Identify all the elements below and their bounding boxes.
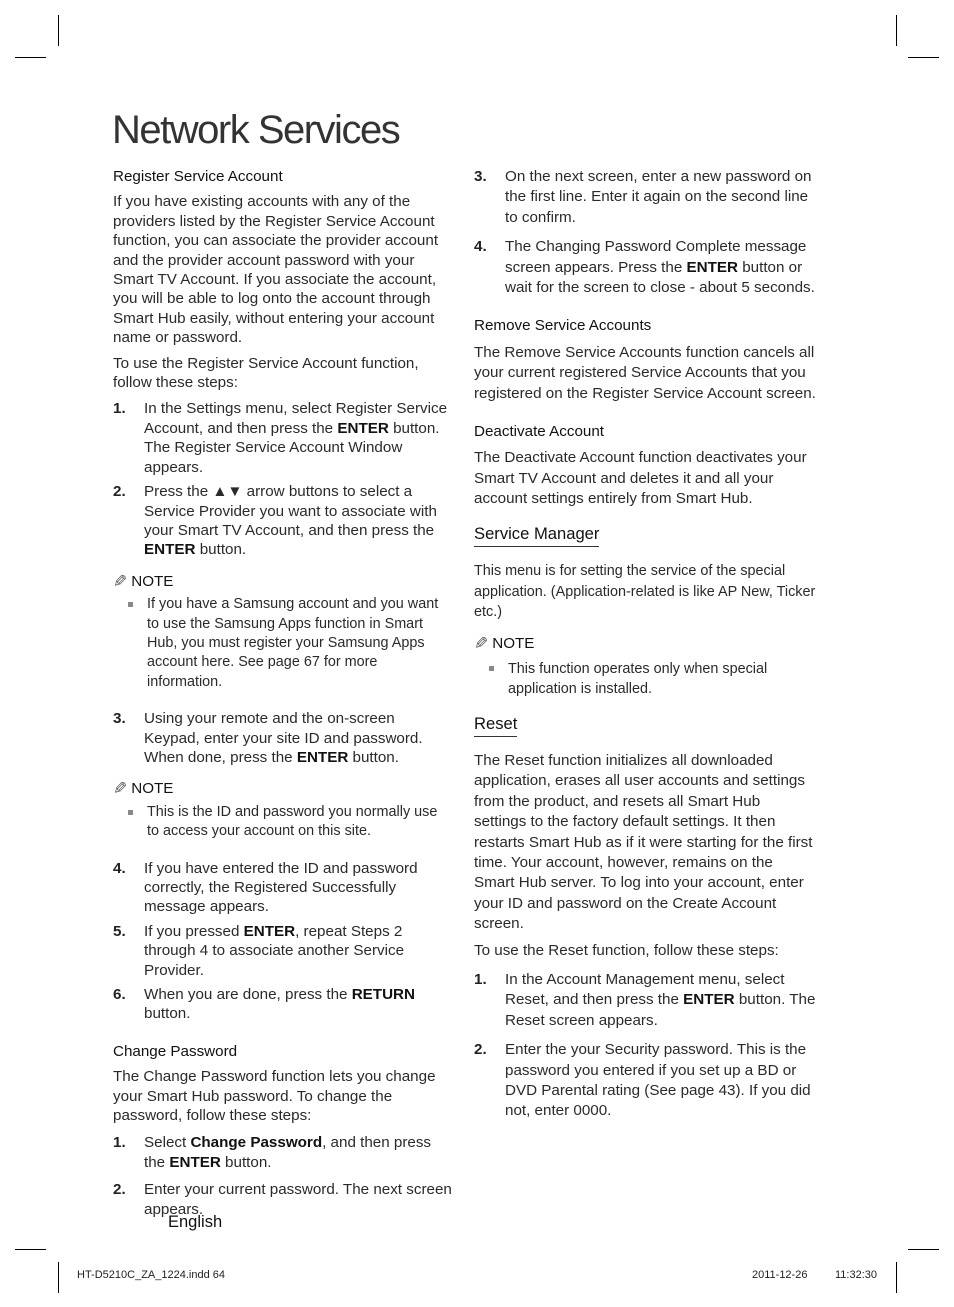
register-step-6 — [113, 985, 453, 1024]
note-header — [474, 634, 816, 654]
service-manager-section — [474, 524, 816, 561]
step-number: 4. — [474, 238, 487, 256]
note-label: NOTE — [492, 635, 535, 653]
crop-mark — [15, 1249, 46, 1250]
step-number: 2. — [113, 1181, 126, 1199]
square-bullet-icon — [128, 810, 133, 815]
reset-step-2 — [474, 1040, 816, 1122]
step-number: 4. — [113, 859, 126, 877]
return-keyword: RETURN — [351, 986, 415, 1004]
slug-date: 2011-12-26 — [752, 1269, 808, 1281]
step-text: Enter your current password. The next screen appears. — [144, 1181, 452, 1218]
note-text: This function operates only when special application is installed. — [508, 660, 768, 698]
change-password-heading: Change Password — [113, 1042, 238, 1060]
pencil-icon: ✎ — [113, 571, 128, 591]
step-text: When you are done, press the — [144, 986, 352, 1004]
step-number: 3. — [113, 710, 126, 728]
step-text: On the next screen, enter a new password on the first line. Enter it again on the second line to confirm. — [505, 168, 812, 226]
service-manager-heading: Service Manager — [474, 524, 599, 547]
step-text: button. The Reset screen appears. — [505, 991, 816, 1029]
note-header — [113, 572, 453, 591]
note-block — [113, 779, 453, 841]
enter-keyword: ENTER — [683, 991, 735, 1009]
left-column — [113, 167, 453, 1224]
step-number: 1. — [113, 1134, 126, 1152]
register-use: To use the Register Service Account function, follow these steps: — [113, 354, 419, 392]
note-text: If you have a Samsung account and you want to use the Samsung Apps function in Smart Hub, you must register your Samsung Apps account here. See page 67 for more information. — [147, 596, 439, 690]
square-bullet-icon — [128, 602, 133, 607]
note-block — [113, 572, 453, 692]
reset-text: The Reset function initializes all downloaded application, erases all user accounts and settings from the product, and resets all Smart Hub settings to the factory default settings. It then restarts Smart Hub as if it were starting for the first time. Your account, however, remains on the Smart Hub server. To log into your account, enter your ID and password on the Create Account screen. — [474, 751, 813, 933]
register-step-4 — [113, 859, 453, 917]
deactivate-text: The Deactivate Account function deactivates your Smart TV Account and deletes it and all your account settings entirely from Smart Hub. — [474, 449, 807, 508]
pencil-icon: ✎ — [113, 779, 128, 799]
change-step-4 — [474, 237, 816, 298]
step-text: If you have entered the ID and password correctly, the Registered Successfully message appears. — [144, 859, 418, 916]
step-text: , and then press the — [144, 1134, 432, 1171]
crop-mark — [908, 1249, 939, 1250]
step-text: In the Settings menu, select Register Service Account, and then press the — [144, 400, 448, 437]
enter-keyword: ENTER — [296, 748, 349, 766]
deactivate-account-heading: Deactivate Account — [474, 423, 605, 441]
register-service-account-heading: Register Service Account — [113, 168, 283, 185]
page-title: Network Services — [112, 108, 400, 152]
crop-mark — [896, 15, 897, 46]
reset-heading: Reset — [474, 714, 517, 737]
remove-text: The Remove Service Accounts function cancels all your current registered Service Accounts that you registered on the Register Service Account screen. — [474, 343, 816, 402]
step-text: button. — [220, 1153, 272, 1171]
enter-keyword: ENTER — [169, 1153, 221, 1171]
crop-mark — [58, 15, 59, 46]
step-number: 1. — [474, 971, 487, 988]
step-text: button. — [144, 1005, 191, 1023]
note-text: This is the ID and password you normally use to access your account on this site. — [147, 803, 438, 840]
note-bullet — [474, 659, 816, 700]
step-number: 2. — [474, 1041, 487, 1059]
change-password-keyword: Change Password — [190, 1134, 323, 1152]
enter-keyword: ENTER — [144, 541, 196, 559]
step-text: button or wait for the screen to close - about 5 seconds. — [505, 258, 815, 297]
remove-service-accounts-heading: Remove Service Accounts — [474, 317, 652, 335]
step-text: Enter the your Security password. This is the password you entered if you set up a BD or DVD Parental rating (See page 43). If you did not, enter 0000. — [505, 1041, 811, 1120]
service-manager-text: This menu is for setting the service of the special application. (Application-related is like AP New, Ticker etc.) — [474, 563, 816, 620]
register-step-3 — [113, 709, 453, 767]
enter-keyword: ENTER — [686, 258, 738, 276]
step-text: , repeat Steps 2 through 4 to associate another Service Provider. — [144, 922, 405, 979]
change-step-3 — [474, 167, 816, 228]
enter-keyword: ENTER — [337, 419, 389, 437]
note-label: NOTE — [131, 572, 174, 590]
step-text: button. — [348, 748, 399, 766]
reset-step-1 — [474, 970, 816, 1031]
crop-mark — [15, 57, 46, 58]
step-text: If you pressed — [144, 922, 244, 940]
step-number: 6. — [113, 986, 126, 1004]
register-step-2 — [113, 482, 453, 560]
step-text: button. The Register Service Account Window appears. — [144, 419, 440, 476]
step-text: Using your remote and the on-screen Keypad, enter your site ID and password. When done, press the — [144, 710, 423, 766]
step-number: 5. — [113, 922, 126, 940]
enter-keyword: ENTER — [243, 922, 296, 940]
pencil-icon: ✎ — [474, 634, 489, 654]
crop-mark — [896, 1262, 897, 1293]
step-text: button. — [195, 541, 247, 559]
footer-language: English — [168, 1213, 223, 1231]
reset-section — [474, 714, 816, 751]
step-text: Press the ▲▼ arrow buttons to select a Service Provider you want to associate with your Smart TV Account, and then press the — [144, 483, 437, 539]
square-bullet-icon — [489, 666, 494, 671]
note-bullet — [113, 595, 453, 692]
change-intro: The Change Password function lets you change your Smart Hub password. To change the password, follow these steps: — [113, 1068, 436, 1125]
step-number: 1. — [113, 400, 126, 418]
slug-time: 11:32:30 — [835, 1269, 878, 1281]
slug-filename: HT-D5210C_ZA_1224.indd 64 — [77, 1269, 225, 1281]
change-step-1 — [113, 1133, 453, 1172]
step-text: The Changing Password Complete message screen appears. Press the — [505, 238, 807, 276]
register-step-5 — [113, 922, 453, 980]
step-number: 3. — [474, 168, 487, 185]
note-label: NOTE — [131, 780, 174, 798]
note-block — [474, 634, 816, 699]
note-bullet — [113, 803, 453, 842]
right-column — [474, 167, 816, 1127]
register-intro: If you have existing accounts with any of the providers listed by the Register Service Account function, you can associate the provider account and the provider account password with your Smart TV Account. If you associate the account, you will be able to log onto the account through Smart Hub easily, without entering your account name or password. — [113, 193, 439, 347]
crop-mark — [58, 1262, 59, 1293]
reset-use: To use the Reset function, follow these steps: — [474, 941, 779, 959]
step-number: 2. — [113, 483, 126, 501]
note-header — [113, 779, 453, 798]
step-text: Select — [144, 1134, 191, 1152]
change-step-2 — [113, 1180, 453, 1219]
step-text: In the Account Management menu, select Reset, and then press the — [505, 971, 785, 1009]
crop-mark — [908, 57, 939, 58]
register-step-1 — [113, 399, 453, 477]
